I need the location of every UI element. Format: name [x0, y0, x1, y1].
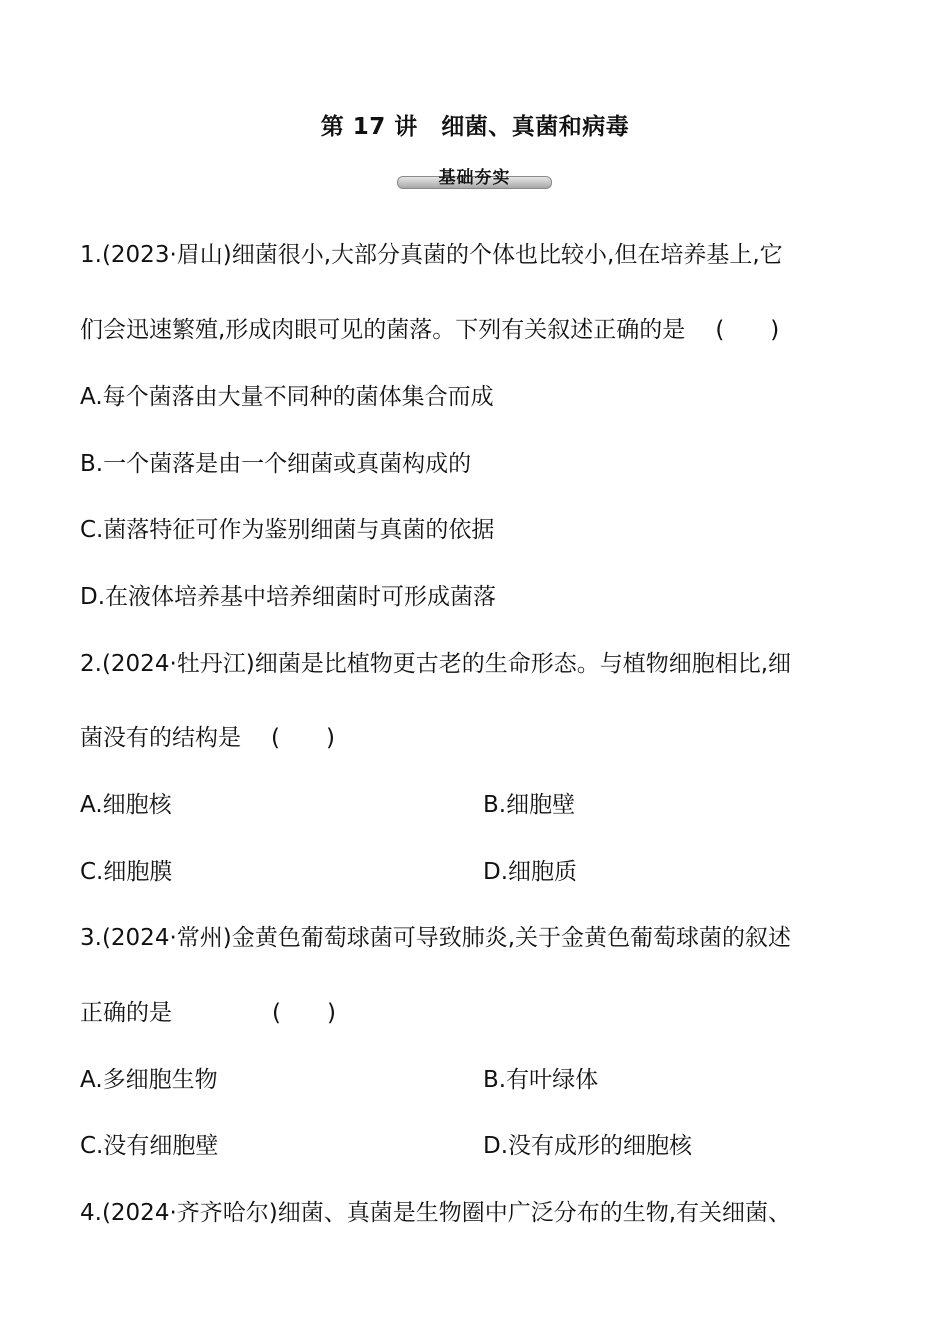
question-3-option-c: C.没有细胞壁 [80, 1133, 219, 1159]
question-3-option-d: D.没有成形的细胞核 [483, 1133, 693, 1159]
question-1-option-d: D.在液体培养基中培养细菌时可形成菌落 [80, 584, 497, 610]
question-1-stem-text: 们会迅速繁殖,形成肉眼可见的菌落。下列有关叙述正确的是 [80, 317, 686, 343]
answer-bracket: ( ) [272, 1000, 336, 1026]
question-2-option-d: D.细胞质 [483, 859, 578, 885]
question-3-stem-text: 正确的是 [80, 1000, 172, 1026]
question-1-stem-line-1: 1.(2023·眉山)细菌很小,大部分真菌的个体也比较小,但在培养基上,它 [80, 242, 783, 268]
question-2-option-c: C.细胞膜 [80, 859, 173, 885]
question-4-stem-line-1: 4.(2024·齐齐哈尔)细菌、真菌是生物圈中广泛分布的生物,有关细菌、 [80, 1200, 792, 1226]
question-2-option-a: A.细胞核 [80, 792, 172, 818]
question-3-stem-line-2 [80, 994, 336, 1027]
section-banner [397, 163, 552, 191]
answer-bracket: ( ) [271, 725, 335, 751]
question-2-stem-line-1: 2.(2024·牡丹江)细菌是比植物更古老的生命形态。与植物细胞相比,细 [80, 651, 792, 677]
section-label: 基础夯实 [438, 168, 511, 188]
question-1-option-b: B.一个菌落是由一个细菌或真菌构成的 [80, 451, 472, 477]
question-1-option-a: A.每个菌落由大量不同种的菌体集合而成 [80, 384, 494, 410]
question-3-option-b: B.有叶绿体 [483, 1067, 599, 1093]
question-1-option-c: C.菌落特征可作为鉴别细菌与真菌的依据 [80, 517, 495, 543]
page-title: 第 17 讲 细菌、真菌和病毒 [320, 114, 630, 140]
answer-bracket: ( ) [715, 317, 780, 343]
question-3-stem-line-1: 3.(2024·常州)金黄色葡萄球菌可导致肺炎,关于金黄色葡萄球菌的叙述 [80, 925, 792, 951]
question-2-stem-line-2 [80, 719, 335, 752]
question-3-option-a: A.多细胞生物 [80, 1067, 218, 1093]
question-2-option-b: B.细胞壁 [483, 792, 576, 818]
question-1-stem-line-2 [80, 311, 779, 344]
question-2-stem-text: 菌没有的结构是 [80, 725, 241, 751]
